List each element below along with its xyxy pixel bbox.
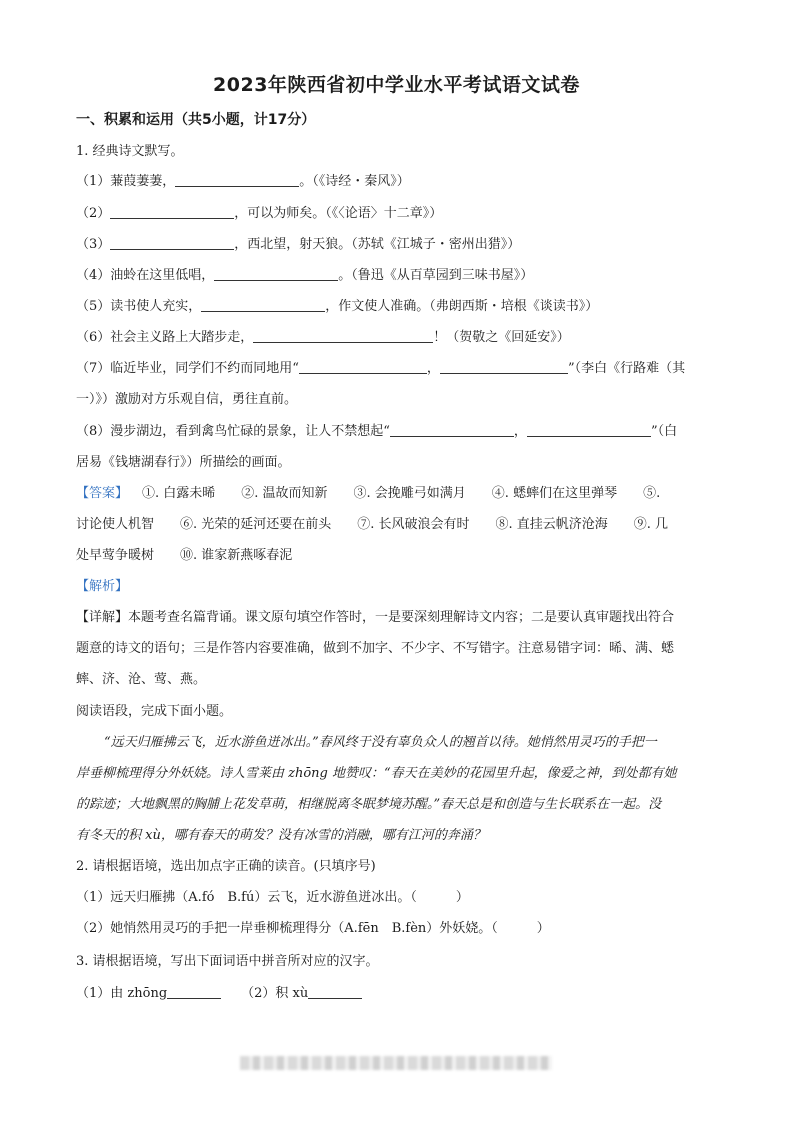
reading-passage-line-1: “远天归雁拂云飞，近水游鱼迸冰出。”春风终于没有辜负众人的翘首以待。她悄然用灵巧的手把一 [104, 735, 657, 750]
q2-item-2-text: （2）她悄然用灵巧的手把一岸垂柳梳理得 [76, 921, 319, 936]
q1-item-8-source: ”（白 [650, 424, 678, 439]
q1-item-4-source: 。（鲁迅《从百草园到三味书屋》） [338, 268, 534, 283]
answer-blank [214, 267, 338, 281]
q1-item-1 [76, 173, 728, 191]
q3-item-1: （1）由 zhōng [76, 986, 168, 1001]
q1-item-3-num: （3） [76, 237, 111, 252]
reading-intro: 阅读语段，完成下面小题。 [76, 704, 233, 719]
reading-passage-line-3: 的踪迹；大地飘黑的胸脯上花发草萌，相继脱离冬眠梦境苏醒。”春天总是和创造与生长联系在一起。没 [76, 797, 662, 812]
blurred-watermark [240, 1056, 552, 1070]
reading-passage-line-4: 有冬天的积 xù，哪有春天的萌发？没有冰雪的消融，哪有江河的奔涌？ [76, 828, 486, 843]
q2-item-1-text: （1）远天归雁 [76, 890, 163, 905]
q1-item-7-text: （7）临近毕业，同学们不约而同地用“ [76, 361, 299, 376]
q1-item-3 [76, 236, 728, 254]
dotted-char: 拂 [162, 890, 176, 905]
q1-item-8-text: （8）漫步湖边，看到禽鸟忙碌的景象，让人不禁想起“ [76, 424, 390, 439]
dotted-char: 分 [318, 921, 332, 936]
q1-item-5-text: （5）读书使人充实， [76, 299, 202, 314]
answer-blank [308, 985, 362, 999]
q1-item-1-text: （1）蒹葭萋萋， [76, 174, 176, 189]
q1-item-2-text: ，可以为师矣。（《〈论语〉十二章》） [234, 206, 443, 221]
answer-blank [527, 423, 651, 437]
question-2-stem: 2. 请根据语境，选出加点字正确的读音。(只填序号) [76, 859, 376, 874]
q1-item-8 [76, 423, 728, 441]
answer-blank [175, 173, 299, 187]
q2-item-1 [76, 889, 728, 907]
question-1-stem: 1. 经典诗文默写。 [76, 144, 184, 159]
analysis-line-3: 蟀、济、沧、莺、燕。 [76, 672, 207, 687]
answer-blank [110, 236, 234, 250]
q1-item-5 [76, 298, 728, 316]
answer-blank [167, 985, 221, 999]
answer-tag: 【答案】 [76, 486, 129, 501]
q1-item-2-num: （2） [76, 206, 111, 221]
analysis-line-2: 题意的诗文的语句；三是作答内容要准确，做到不加字、不少字、不写错字。注意易错字词：晞、满、蟋 [76, 641, 675, 656]
q1-item-8-cont: 居易《钱塘湖春行》）所描绘的画面。 [76, 455, 291, 470]
q1-item-5-source: ，作文使人准确。（弗朗西斯・培根《谈读书》） [325, 299, 599, 314]
q2-item-1-options: （A.fó B.fú）云飞，近水游鱼迸冰出。（ ） [175, 890, 469, 905]
q1-item-8-comma: ， [513, 424, 527, 439]
q1-item-4-text: （4）油蛉在这里低唱， [76, 268, 215, 283]
answer-line-1 [76, 485, 728, 503]
q1-item-7-comma: ， [426, 361, 440, 376]
answer-line-3: 处早莺争暖树 ⑩. 谁家新燕啄春泥 [76, 548, 293, 563]
q1-item-6-text: （6）社会主义路上大踏步走， [76, 330, 254, 345]
answer-text-1: ①. 白露未晞 ②. 温故而知新 ③. 会挽雕弓如满月 ④. 蟋蟀们在这里弹琴 ⑤. [142, 486, 661, 501]
analysis-line-1: 【详解】本题考查名篇背诵。课文原句填空作答时，一是要深刻理解诗文内容；二是要认真审题找出符合 [76, 610, 675, 625]
answer-blank [299, 360, 427, 374]
answer-blank [110, 205, 234, 219]
q1-item-6 [76, 329, 728, 347]
answer-blank [201, 298, 325, 312]
answer-line-2: 讨论使人机智 ⑥. 光荣的延河还要在前头 ⑦. 长风破浪会有时 ⑧. 直挂云帆济沧海 ⑨. 几 [76, 517, 669, 532]
q1-item-3-text: ，西北望，射天狼。（苏轼《江城子・密州出猎》） [234, 237, 521, 252]
q3-items [76, 985, 728, 1003]
q2-item-2 [76, 920, 728, 938]
section-heading: 一、积累和运用（共5小题，计17分） [76, 112, 316, 128]
q1-item-6-source: ！（贺敬之《回延安》） [433, 330, 570, 345]
q3-item-2: （2）积 xù [241, 986, 309, 1001]
q1-item-1-source: 。（《诗经・秦风》） [299, 174, 410, 189]
q1-item-7 [76, 360, 728, 378]
page-title: 2023年陕西省初中学业水平考试语文试卷 [213, 74, 580, 96]
question-3-stem: 3. 请根据语境，写出下面词语中拼音所对应的汉字。 [76, 954, 379, 969]
q1-item-7-cont: 一）》）激励对方乐观自信，勇往直前。 [76, 392, 298, 407]
analysis-tag: 【解析】 [76, 579, 129, 594]
answer-blank [253, 329, 433, 343]
q2-item-2-options: （A.fēn B.fèn）外妖娆。（ ） [331, 921, 550, 936]
q1-item-4 [76, 267, 728, 285]
answer-blank [440, 360, 568, 374]
answer-blank [390, 423, 514, 437]
reading-passage-line-2: 岸垂柳梳理得分外妖娆。诗人雪莱由 zhōng 地赞叹：“春天在美妙的花园里升起，像爱之神，到处都有她 [76, 766, 677, 781]
q1-item-7-source: ”（李白《行路难（其 [567, 361, 686, 376]
q1-item-2 [76, 205, 728, 223]
